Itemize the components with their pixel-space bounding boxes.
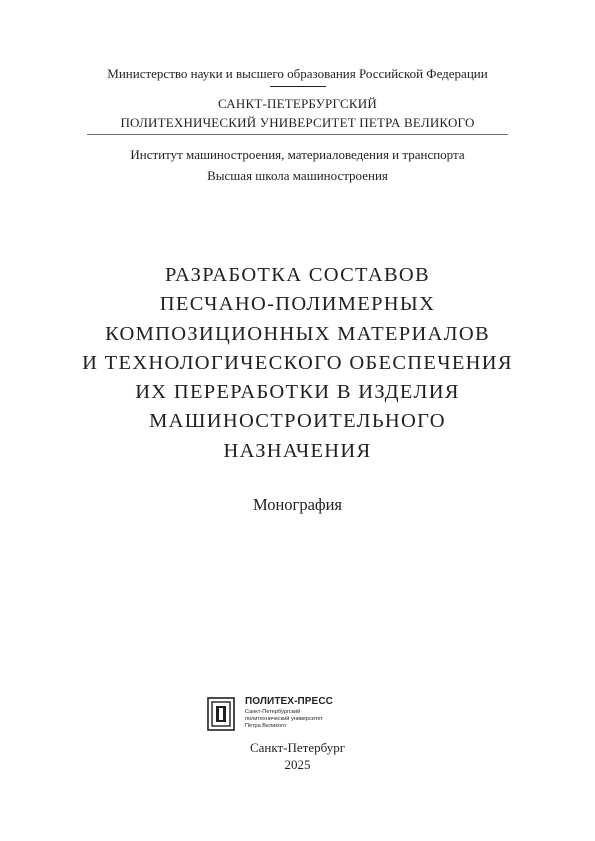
title-line: И ТЕХНОЛОГИЧЕСКОГО ОБЕСПЕЧЕНИЯ [82,351,513,374]
publisher-affiliation-line: Петра Великого [245,723,286,729]
title-line: ИХ ПЕРЕРАБОТКИ В ИЗДЕЛИЯ [135,381,460,404]
title-line: ПЕСЧАНО-ПОЛИМЕРНЫХ [159,293,436,316]
book-type: Монография [252,495,343,514]
university-name [0,94,595,132]
book-frame-icon [207,697,235,731]
title-line: МАШИНОСТРОИТЕЛЬНОГО [149,410,446,433]
publisher-logo [207,696,357,736]
title-line: НАЗНАЧЕНИЯ [223,439,372,462]
university-line-2: ПОЛИТЕХНИЧЕСКИЙ УНИВЕРСИТЕТ ПЕТРА ВЕЛИКОГО [120,115,475,130]
imprint-city: Санкт-Петербург [249,740,346,755]
publisher-affiliation-line: Санкт-Петербургский [245,709,301,715]
header-divider [87,134,508,135]
school-name: Высшая школа машиностроения [207,168,388,183]
title-line: РАЗРАБОТКА СОСТАВОВ [164,264,431,286]
book-title [0,261,595,466]
publisher-name: ПОЛИТЕХ-ПРЕСС [245,696,333,707]
title-line: КОМПОЗИЦИОННЫХ МАТЕРИАЛОВ [105,322,490,345]
publisher-affiliation [245,709,323,730]
ministry-line: Министерство науки и высшего образования Российской Федерации [107,66,488,81]
institute-block [0,144,595,186]
university-line-1: САНКТ-ПЕТЕРБУРГСКИЙ [218,96,377,111]
short-divider [270,86,326,87]
imprint [0,739,595,773]
publisher-affiliation-line: политехнический университет [245,716,324,722]
imprint-year: 2025 [284,757,311,772]
institute-name: Институт машиностроения, материаловедения и транспорта [130,147,465,162]
